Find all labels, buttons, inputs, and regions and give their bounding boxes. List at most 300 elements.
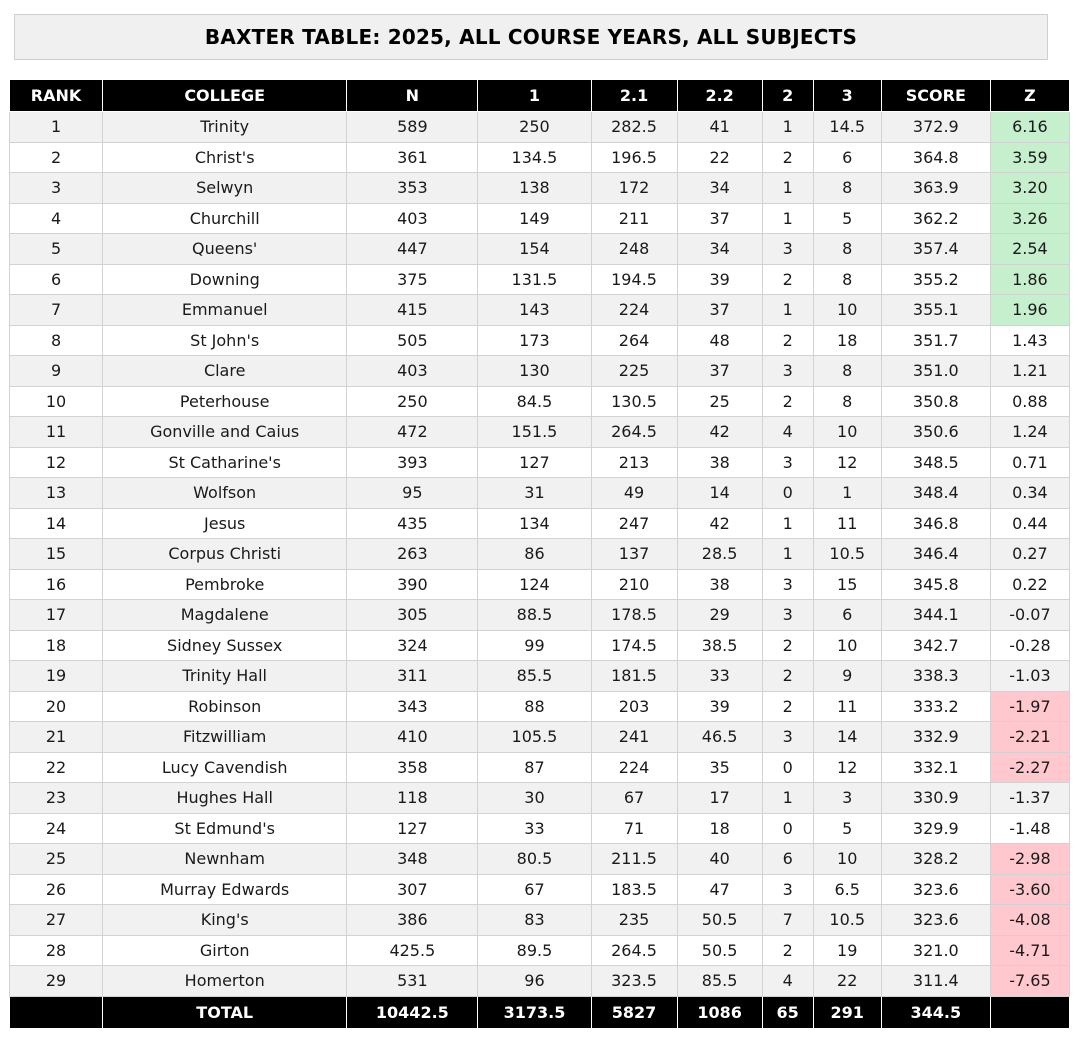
cell-n: 425.5 xyxy=(347,935,478,966)
cell-z: -1.37 xyxy=(990,783,1069,814)
cell-score: 363.9 xyxy=(881,173,990,204)
cell-n: 390 xyxy=(347,569,478,600)
cell-rank: 22 xyxy=(10,752,103,783)
header-rank: RANK xyxy=(10,80,103,112)
cell-2: 1 xyxy=(762,112,813,143)
cell-z: 1.24 xyxy=(990,417,1069,448)
total-n: 10442.5 xyxy=(347,996,478,1028)
cell-2-2: 25 xyxy=(677,386,762,417)
cell-2: 2 xyxy=(762,661,813,692)
cell-2-1: 196.5 xyxy=(591,142,677,173)
cell-n: 353 xyxy=(347,173,478,204)
table-row xyxy=(10,691,1070,722)
table-row xyxy=(10,173,1070,204)
cell-n: 95 xyxy=(347,478,478,509)
cell-3: 6 xyxy=(813,142,881,173)
table-body xyxy=(10,112,1070,997)
cell-1: 173 xyxy=(478,325,591,356)
cell-2: 1 xyxy=(762,508,813,539)
cell-n: 324 xyxy=(347,630,478,661)
cell-rank: 1 xyxy=(10,112,103,143)
cell-score: 323.6 xyxy=(881,874,990,905)
cell-1: 86 xyxy=(478,539,591,570)
total-row xyxy=(10,996,1070,1028)
cell-college: Trinity xyxy=(103,112,347,143)
cell-3: 10.5 xyxy=(813,539,881,570)
cell-2-2: 34 xyxy=(677,234,762,265)
cell-1: 84.5 xyxy=(478,386,591,417)
cell-rank: 5 xyxy=(10,234,103,265)
cell-2-1: 178.5 xyxy=(591,600,677,631)
cell-2-1: 213 xyxy=(591,447,677,478)
cell-college: Downing xyxy=(103,264,347,295)
cell-college: Murray Edwards xyxy=(103,874,347,905)
cell-2-2: 37 xyxy=(677,203,762,234)
table-row xyxy=(10,752,1070,783)
header-n: N xyxy=(347,80,478,112)
cell-score: 333.2 xyxy=(881,691,990,722)
cell-n: 447 xyxy=(347,234,478,265)
cell-2-2: 22 xyxy=(677,142,762,173)
cell-3: 6.5 xyxy=(813,874,881,905)
cell-college: Trinity Hall xyxy=(103,661,347,692)
cell-3: 15 xyxy=(813,569,881,600)
cell-1: 127 xyxy=(478,447,591,478)
cell-2: 4 xyxy=(762,417,813,448)
cell-z: -1.48 xyxy=(990,813,1069,844)
cell-rank: 10 xyxy=(10,386,103,417)
cell-2-2: 41 xyxy=(677,112,762,143)
cell-rank: 24 xyxy=(10,813,103,844)
cell-3: 5 xyxy=(813,203,881,234)
cell-z: -4.71 xyxy=(990,935,1069,966)
cell-2-2: 28.5 xyxy=(677,539,762,570)
cell-2: 3 xyxy=(762,569,813,600)
cell-2: 2 xyxy=(762,630,813,661)
cell-n: 307 xyxy=(347,874,478,905)
cell-z: -2.98 xyxy=(990,844,1069,875)
cell-college: Clare xyxy=(103,356,347,387)
cell-n: 127 xyxy=(347,813,478,844)
header-2-2: 2.2 xyxy=(677,80,762,112)
cell-2-2: 38.5 xyxy=(677,630,762,661)
cell-1: 89.5 xyxy=(478,935,591,966)
cell-2-1: 172 xyxy=(591,173,677,204)
cell-college: St Catharine's xyxy=(103,447,347,478)
table-row xyxy=(10,630,1070,661)
cell-z: -1.97 xyxy=(990,691,1069,722)
cell-college: Churchill xyxy=(103,203,347,234)
cell-2: 1 xyxy=(762,295,813,326)
cell-2: 2 xyxy=(762,325,813,356)
table-row xyxy=(10,417,1070,448)
header-z: Z xyxy=(990,80,1069,112)
cell-2-1: 210 xyxy=(591,569,677,600)
cell-college: Sidney Sussex xyxy=(103,630,347,661)
cell-z: -0.28 xyxy=(990,630,1069,661)
cell-n: 250 xyxy=(347,386,478,417)
cell-n: 589 xyxy=(347,112,478,143)
cell-n: 415 xyxy=(347,295,478,326)
cell-2-2: 14 xyxy=(677,478,762,509)
cell-2-1: 183.5 xyxy=(591,874,677,905)
cell-2-2: 37 xyxy=(677,356,762,387)
cell-college: Fitzwilliam xyxy=(103,722,347,753)
cell-z: -7.65 xyxy=(990,966,1069,997)
cell-score: 350.8 xyxy=(881,386,990,417)
cell-rank: 21 xyxy=(10,722,103,753)
cell-n: 358 xyxy=(347,752,478,783)
cell-2: 0 xyxy=(762,813,813,844)
cell-3: 6 xyxy=(813,600,881,631)
cell-3: 8 xyxy=(813,173,881,204)
total-3: 291 xyxy=(813,996,881,1028)
cell-score: 350.6 xyxy=(881,417,990,448)
cell-2-2: 34 xyxy=(677,173,762,204)
table-row xyxy=(10,935,1070,966)
cell-2: 2 xyxy=(762,386,813,417)
cell-college: Robinson xyxy=(103,691,347,722)
cell-3: 19 xyxy=(813,935,881,966)
cell-3: 8 xyxy=(813,234,881,265)
cell-z: 0.71 xyxy=(990,447,1069,478)
table-row xyxy=(10,844,1070,875)
cell-rank: 12 xyxy=(10,447,103,478)
cell-rank: 4 xyxy=(10,203,103,234)
cell-3: 12 xyxy=(813,752,881,783)
cell-2-1: 282.5 xyxy=(591,112,677,143)
total-label: TOTAL xyxy=(103,996,347,1028)
cell-rank: 23 xyxy=(10,783,103,814)
cell-rank: 8 xyxy=(10,325,103,356)
cell-score: 332.9 xyxy=(881,722,990,753)
cell-3: 11 xyxy=(813,691,881,722)
cell-1: 83 xyxy=(478,905,591,936)
cell-z: 6.16 xyxy=(990,112,1069,143)
cell-1: 67 xyxy=(478,874,591,905)
cell-2-1: 211 xyxy=(591,203,677,234)
cell-n: 311 xyxy=(347,661,478,692)
cell-z: 3.59 xyxy=(990,142,1069,173)
cell-score: 328.2 xyxy=(881,844,990,875)
cell-1: 143 xyxy=(478,295,591,326)
cell-college: Lucy Cavendish xyxy=(103,752,347,783)
cell-score: 344.1 xyxy=(881,600,990,631)
cell-2: 1 xyxy=(762,173,813,204)
cell-2-1: 241 xyxy=(591,722,677,753)
table-row xyxy=(10,234,1070,265)
cell-score: 332.1 xyxy=(881,752,990,783)
cell-1: 250 xyxy=(478,112,591,143)
cell-3: 10 xyxy=(813,844,881,875)
cell-rank: 25 xyxy=(10,844,103,875)
cell-rank: 9 xyxy=(10,356,103,387)
cell-n: 386 xyxy=(347,905,478,936)
cell-rank: 3 xyxy=(10,173,103,204)
cell-2: 0 xyxy=(762,752,813,783)
cell-college: King's xyxy=(103,905,347,936)
cell-3: 18 xyxy=(813,325,881,356)
cell-2-2: 46.5 xyxy=(677,722,762,753)
cell-n: 531 xyxy=(347,966,478,997)
cell-2: 1 xyxy=(762,783,813,814)
header-row xyxy=(10,80,1070,112)
cell-n: 348 xyxy=(347,844,478,875)
cell-2: 6 xyxy=(762,844,813,875)
cell-n: 118 xyxy=(347,783,478,814)
cell-2-1: 264 xyxy=(591,325,677,356)
cell-score: 351.0 xyxy=(881,356,990,387)
cell-2-1: 67 xyxy=(591,783,677,814)
cell-2-1: 264.5 xyxy=(591,935,677,966)
table-row xyxy=(10,203,1070,234)
cell-n: 505 xyxy=(347,325,478,356)
cell-2-1: 174.5 xyxy=(591,630,677,661)
header-score: SCORE xyxy=(881,80,990,112)
table-row xyxy=(10,783,1070,814)
cell-3: 9 xyxy=(813,661,881,692)
cell-1: 151.5 xyxy=(478,417,591,448)
table-row xyxy=(10,539,1070,570)
cell-college: Pembroke xyxy=(103,569,347,600)
cell-n: 263 xyxy=(347,539,478,570)
table-row xyxy=(10,661,1070,692)
cell-3: 8 xyxy=(813,264,881,295)
cell-z: 1.21 xyxy=(990,356,1069,387)
cell-2-2: 37 xyxy=(677,295,762,326)
cell-3: 22 xyxy=(813,966,881,997)
cell-2-1: 49 xyxy=(591,478,677,509)
total-1: 3173.5 xyxy=(478,996,591,1028)
cell-score: 323.6 xyxy=(881,905,990,936)
cell-1: 138 xyxy=(478,173,591,204)
cell-1: 33 xyxy=(478,813,591,844)
table-row xyxy=(10,874,1070,905)
cell-n: 435 xyxy=(347,508,478,539)
cell-3: 10.5 xyxy=(813,905,881,936)
cell-1: 134 xyxy=(478,508,591,539)
cell-1: 149 xyxy=(478,203,591,234)
cell-college: Jesus xyxy=(103,508,347,539)
title-box xyxy=(14,14,1048,60)
cell-z: -1.03 xyxy=(990,661,1069,692)
cell-2-2: 42 xyxy=(677,508,762,539)
cell-z: 1.43 xyxy=(990,325,1069,356)
cell-1: 96 xyxy=(478,966,591,997)
cell-2: 2 xyxy=(762,264,813,295)
baxter-table xyxy=(9,79,1070,1029)
page-title: BAXTER TABLE: 2025, ALL COURSE YEARS, ALL SUBJECTS xyxy=(204,25,858,49)
cell-rank: 28 xyxy=(10,935,103,966)
total-2: 65 xyxy=(762,996,813,1028)
table-row xyxy=(10,966,1070,997)
cell-3: 3 xyxy=(813,783,881,814)
total-score: 344.5 xyxy=(881,996,990,1028)
cell-score: 321.0 xyxy=(881,935,990,966)
cell-n: 472 xyxy=(347,417,478,448)
cell-score: 362.2 xyxy=(881,203,990,234)
cell-2-1: 203 xyxy=(591,691,677,722)
cell-3: 11 xyxy=(813,508,881,539)
cell-2-2: 18 xyxy=(677,813,762,844)
table-row xyxy=(10,478,1070,509)
cell-2-1: 225 xyxy=(591,356,677,387)
cell-college: Queens' xyxy=(103,234,347,265)
cell-college: Newnham xyxy=(103,844,347,875)
cell-college: Girton xyxy=(103,935,347,966)
cell-college: Peterhouse xyxy=(103,386,347,417)
cell-score: 330.9 xyxy=(881,783,990,814)
cell-2-1: 71 xyxy=(591,813,677,844)
cell-1: 87 xyxy=(478,752,591,783)
cell-3: 5 xyxy=(813,813,881,844)
cell-score: 345.8 xyxy=(881,569,990,600)
cell-z: 1.86 xyxy=(990,264,1069,295)
cell-rank: 2 xyxy=(10,142,103,173)
cell-2-1: 264.5 xyxy=(591,417,677,448)
cell-2-2: 40 xyxy=(677,844,762,875)
table-row xyxy=(10,142,1070,173)
cell-1: 105.5 xyxy=(478,722,591,753)
cell-z: -0.07 xyxy=(990,600,1069,631)
cell-n: 410 xyxy=(347,722,478,753)
cell-rank: 18 xyxy=(10,630,103,661)
cell-z: 3.26 xyxy=(990,203,1069,234)
cell-2-1: 248 xyxy=(591,234,677,265)
cell-3: 12 xyxy=(813,447,881,478)
cell-college: St Edmund's xyxy=(103,813,347,844)
table-row xyxy=(10,508,1070,539)
cell-rank: 29 xyxy=(10,966,103,997)
cell-college: Magdalene xyxy=(103,600,347,631)
cell-rank: 6 xyxy=(10,264,103,295)
cell-2-2: 29 xyxy=(677,600,762,631)
cell-college: St John's xyxy=(103,325,347,356)
cell-z: 0.34 xyxy=(990,478,1069,509)
cell-2-2: 35 xyxy=(677,752,762,783)
cell-3: 10 xyxy=(813,417,881,448)
cell-2-1: 235 xyxy=(591,905,677,936)
cell-1: 31 xyxy=(478,478,591,509)
cell-2-2: 39 xyxy=(677,264,762,295)
cell-2-1: 323.5 xyxy=(591,966,677,997)
cell-college: Selwyn xyxy=(103,173,347,204)
cell-3: 14.5 xyxy=(813,112,881,143)
cell-rank: 16 xyxy=(10,569,103,600)
cell-1: 30 xyxy=(478,783,591,814)
cell-n: 375 xyxy=(347,264,478,295)
cell-3: 14 xyxy=(813,722,881,753)
table-row xyxy=(10,722,1070,753)
cell-2-2: 17 xyxy=(677,783,762,814)
cell-2: 2 xyxy=(762,142,813,173)
cell-2-2: 38 xyxy=(677,447,762,478)
header-2-1: 2.1 xyxy=(591,80,677,112)
cell-1: 134.5 xyxy=(478,142,591,173)
table-row xyxy=(10,112,1070,143)
cell-2-2: 50.5 xyxy=(677,935,762,966)
table-row xyxy=(10,905,1070,936)
cell-2: 1 xyxy=(762,203,813,234)
cell-score: 348.4 xyxy=(881,478,990,509)
cell-n: 393 xyxy=(347,447,478,478)
cell-rank: 13 xyxy=(10,478,103,509)
cell-score: 346.4 xyxy=(881,539,990,570)
cell-score: 338.3 xyxy=(881,661,990,692)
cell-3: 10 xyxy=(813,295,881,326)
cell-3: 8 xyxy=(813,386,881,417)
cell-score: 342.7 xyxy=(881,630,990,661)
cell-2-2: 38 xyxy=(677,569,762,600)
header-1: 1 xyxy=(478,80,591,112)
cell-2-2: 42 xyxy=(677,417,762,448)
cell-college: Christ's xyxy=(103,142,347,173)
cell-college: Wolfson xyxy=(103,478,347,509)
cell-2-2: 47 xyxy=(677,874,762,905)
cell-z: 2.54 xyxy=(990,234,1069,265)
cell-score: 355.2 xyxy=(881,264,990,295)
cell-3: 1 xyxy=(813,478,881,509)
cell-3: 10 xyxy=(813,630,881,661)
cell-2: 2 xyxy=(762,691,813,722)
cell-1: 85.5 xyxy=(478,661,591,692)
cell-2: 4 xyxy=(762,966,813,997)
table-row xyxy=(10,386,1070,417)
cell-2: 3 xyxy=(762,722,813,753)
header-college: COLLEGE xyxy=(103,80,347,112)
cell-n: 305 xyxy=(347,600,478,631)
cell-3: 8 xyxy=(813,356,881,387)
cell-z: 0.44 xyxy=(990,508,1069,539)
cell-z: -2.21 xyxy=(990,722,1069,753)
total-2-1: 5827 xyxy=(591,996,677,1028)
cell-n: 361 xyxy=(347,142,478,173)
cell-2: 1 xyxy=(762,539,813,570)
cell-rank: 26 xyxy=(10,874,103,905)
cell-1: 154 xyxy=(478,234,591,265)
table-row xyxy=(10,600,1070,631)
cell-z: -3.60 xyxy=(990,874,1069,905)
cell-score: 311.4 xyxy=(881,966,990,997)
cell-college: Gonville and Caius xyxy=(103,417,347,448)
table-row xyxy=(10,295,1070,326)
cell-2-1: 130.5 xyxy=(591,386,677,417)
cell-2: 3 xyxy=(762,234,813,265)
cell-score: 346.8 xyxy=(881,508,990,539)
cell-n: 403 xyxy=(347,356,478,387)
cell-2-1: 224 xyxy=(591,752,677,783)
cell-2: 0 xyxy=(762,478,813,509)
header-3: 3 xyxy=(813,80,881,112)
cell-rank: 17 xyxy=(10,600,103,631)
table-row xyxy=(10,325,1070,356)
cell-2-1: 137 xyxy=(591,539,677,570)
total-2-2: 1086 xyxy=(677,996,762,1028)
cell-score: 355.1 xyxy=(881,295,990,326)
cell-n: 403 xyxy=(347,203,478,234)
cell-score: 351.7 xyxy=(881,325,990,356)
cell-2-1: 224 xyxy=(591,295,677,326)
table-row xyxy=(10,356,1070,387)
cell-1: 124 xyxy=(478,569,591,600)
cell-z: -2.27 xyxy=(990,752,1069,783)
cell-2-1: 211.5 xyxy=(591,844,677,875)
cell-score: 348.5 xyxy=(881,447,990,478)
table-row xyxy=(10,569,1070,600)
cell-score: 329.9 xyxy=(881,813,990,844)
table-row xyxy=(10,264,1070,295)
cell-z: -4.08 xyxy=(990,905,1069,936)
